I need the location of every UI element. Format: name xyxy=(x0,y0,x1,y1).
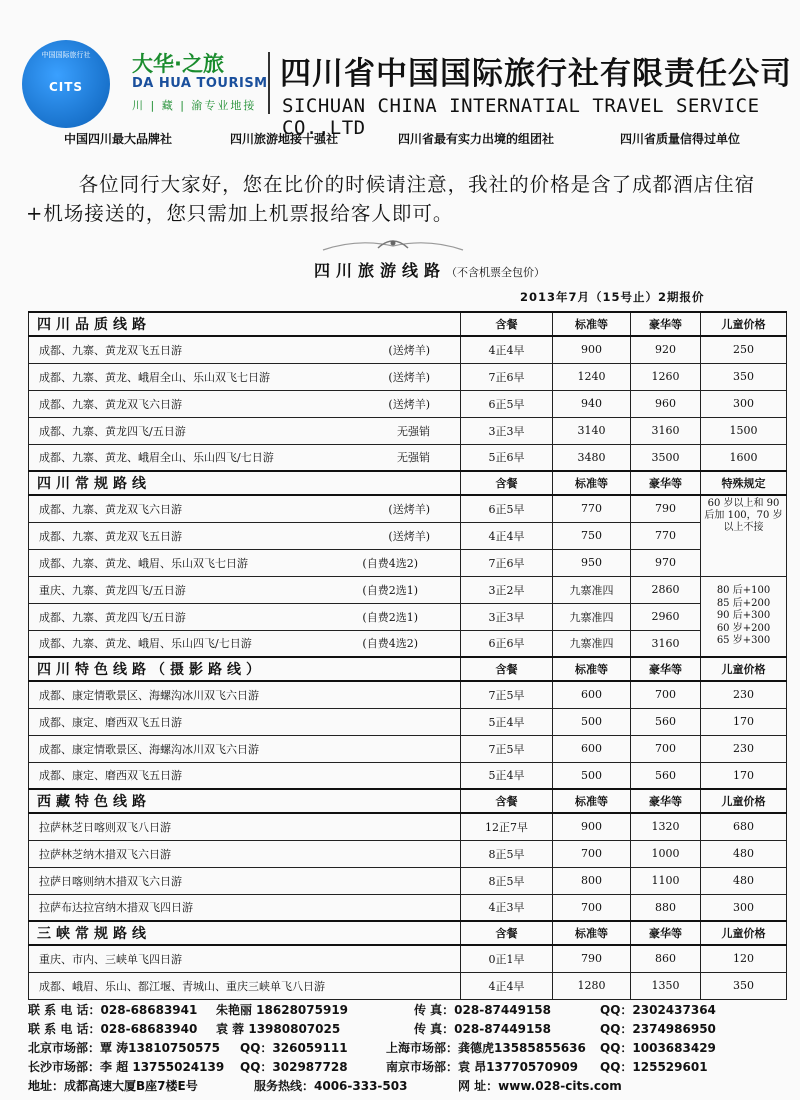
table-row xyxy=(29,894,787,921)
column-header: 标准等 xyxy=(553,921,631,945)
meals-cell: 6正5早 xyxy=(461,390,553,417)
logo-abbr: CITS xyxy=(48,80,84,94)
surcharge-item: 65 岁+300 xyxy=(716,635,771,646)
column-header: 儿童价格 xyxy=(701,789,787,813)
column-header: 豪华等 xyxy=(631,657,701,681)
column-header: 儿童价格 xyxy=(701,657,787,681)
section-header-row xyxy=(29,471,787,495)
child-price-cell: 170 xyxy=(701,762,787,789)
route-cell xyxy=(29,867,461,894)
footer-phone: 联 系 电 话：028-68683940 xyxy=(28,1022,198,1036)
child-price-cell: 120 xyxy=(701,945,787,972)
route-name: 成都、九寨、黄龙、峨眉、乐山四飞/七日游 xyxy=(39,637,252,651)
column-header: 豪华等 xyxy=(631,789,701,813)
footer-website: 网 址：www.028-cits.com xyxy=(458,1079,622,1093)
luxury-price-cell: 2860 xyxy=(631,576,701,603)
table-row xyxy=(29,576,787,603)
quote-period: 2013年7月（15号止）2期报价 xyxy=(520,290,705,304)
surcharge-item: 80 后+100 xyxy=(716,585,771,596)
footer-fax: 传 真：028-87449158 xyxy=(414,1022,552,1036)
route-name: 重庆、九寨、黄龙四飞/五日游 xyxy=(39,583,186,597)
luxury-price-cell: 1100 xyxy=(631,867,701,894)
child-price-cell: 170 xyxy=(701,708,787,735)
luxury-price-cell: 970 xyxy=(631,549,701,576)
table-row xyxy=(29,630,787,657)
standard-price-cell: 1280 xyxy=(553,972,631,999)
brand-cn: 大华·之旅 xyxy=(132,52,224,76)
meals-cell: 6正6早 xyxy=(461,630,553,657)
route-cell xyxy=(29,495,461,522)
route-cell xyxy=(29,840,461,867)
contact-footer xyxy=(28,1001,788,1096)
meals-cell: 5正4早 xyxy=(461,762,553,789)
route-cell xyxy=(29,390,461,417)
table-row xyxy=(29,444,787,471)
page-title xyxy=(314,258,545,281)
surcharge-item: 60 岁+200 xyxy=(716,622,771,634)
column-header: 标准等 xyxy=(553,657,631,681)
route-name: 成都、康定情歌景区、海螺沟冰川双飞六日游 xyxy=(39,688,259,702)
standard-price-cell: 940 xyxy=(553,390,631,417)
table-row xyxy=(29,735,787,762)
standard-price-cell: 3140 xyxy=(553,417,631,444)
footer-qq: QQ：302987728 xyxy=(240,1060,348,1074)
standard-price-cell: 500 xyxy=(553,708,631,735)
table-row xyxy=(29,840,787,867)
section-header-row xyxy=(29,789,787,813)
special-rule-cell: 60 岁以上和 90 后加 100，70 岁以上不接 xyxy=(701,495,787,576)
meals-cell: 7正5早 xyxy=(461,735,553,762)
column-header: 含餐 xyxy=(461,921,553,945)
special-surcharge-cell xyxy=(701,576,787,657)
route-name: 拉萨日喀则纳木措双飞六日游 xyxy=(39,874,182,888)
child-price-cell: 680 xyxy=(701,813,787,840)
route-cell xyxy=(29,630,461,657)
footer-phone: 联 系 电 话：028-68683941 xyxy=(28,1003,198,1017)
luxury-price-cell: 3500 xyxy=(631,444,701,471)
cits-logo xyxy=(22,40,110,128)
table-row xyxy=(29,681,787,708)
footer-market: 北京市场部：覃 涛13810750575 xyxy=(28,1041,221,1055)
section-title: 四川品质线路 xyxy=(29,312,461,336)
footer-qq: QQ：326059111 xyxy=(240,1041,348,1055)
footer-market: 上海市场部：龚德虎13585855636 xyxy=(386,1041,586,1055)
standard-price-cell: 500 xyxy=(553,762,631,789)
standard-price-cell: 700 xyxy=(553,840,631,867)
table-row xyxy=(29,813,787,840)
section-header-row xyxy=(29,657,787,681)
table-row xyxy=(29,708,787,735)
route-cell xyxy=(29,681,461,708)
column-header: 含餐 xyxy=(461,471,553,495)
route-name: 成都、九寨、黄龙、峨眉、乐山双飞七日游 xyxy=(39,556,248,570)
price-table xyxy=(28,311,787,1000)
table-row xyxy=(29,945,787,972)
route-cell xyxy=(29,972,461,999)
route-cell xyxy=(29,549,461,576)
child-price-cell: 230 xyxy=(701,681,787,708)
surcharge-item: 85 后+200 xyxy=(716,597,771,609)
route-cell xyxy=(29,945,461,972)
luxury-price-cell: 1260 xyxy=(631,363,701,390)
meals-cell: 7正6早 xyxy=(461,363,553,390)
child-price-cell: 1600 xyxy=(701,444,787,471)
table-row xyxy=(29,549,787,576)
table-row xyxy=(29,603,787,630)
footer-qq: QQ：2302437364 xyxy=(600,1003,716,1017)
route-note: (自费4选2) xyxy=(362,556,418,570)
footer-row xyxy=(28,1077,788,1096)
footer-contact: 袁 蓉 13980807025 xyxy=(216,1022,341,1036)
route-cell xyxy=(29,894,461,921)
table-row xyxy=(29,390,787,417)
standard-price-cell: 900 xyxy=(553,336,631,363)
column-header: 含餐 xyxy=(461,789,553,813)
route-name: 成都、九寨、黄龙四飞/五日游 xyxy=(39,424,186,438)
child-price-cell: 250 xyxy=(701,336,787,363)
company-name-en: SICHUAN CHINA INTERNATIAL TRAVEL SERVICE CO.,LTD xyxy=(282,95,760,139)
section-header-row xyxy=(29,921,787,945)
table-row xyxy=(29,363,787,390)
route-cell xyxy=(29,417,461,444)
footer-qq: QQ：2374986950 xyxy=(600,1022,716,1036)
table-row xyxy=(29,417,787,444)
route-cell xyxy=(29,363,461,390)
table-row xyxy=(29,972,787,999)
meals-cell: 3正3早 xyxy=(461,417,553,444)
route-name: 成都、峨眉、乐山、都江堰、青城山、重庆三峡单飞八日游 xyxy=(39,979,325,993)
route-name: 成都、九寨、黄龙双飞五日游 xyxy=(39,529,182,543)
logo-ring-text: 中国国际旅行社 xyxy=(41,51,91,59)
standard-price-cell: 950 xyxy=(553,549,631,576)
section-title: 西藏特色线路 xyxy=(29,789,461,813)
standard-price-cell: 900 xyxy=(553,813,631,840)
header-divider xyxy=(268,52,270,114)
luxury-price-cell: 860 xyxy=(631,945,701,972)
child-price-cell: 300 xyxy=(701,894,787,921)
honor-4: 四川省质量信得过单位 xyxy=(620,132,741,146)
route-name: 成都、九寨、黄龙双飞六日游 xyxy=(39,502,182,516)
route-cell xyxy=(29,735,461,762)
route-note: 无强销 xyxy=(397,424,430,438)
table-row xyxy=(29,522,787,549)
route-name: 拉萨布达拉宫纳木措双飞四日游 xyxy=(39,901,193,915)
route-note: (送烤羊) xyxy=(388,397,430,411)
brand-sub: 川 | 藏 | 渝专业地接 xyxy=(132,99,257,112)
child-price-cell: 480 xyxy=(701,867,787,894)
footer-qq: QQ：1003683429 xyxy=(600,1041,716,1055)
column-header: 豪华等 xyxy=(631,471,701,495)
route-cell xyxy=(29,708,461,735)
route-name: 成都、九寨、黄龙双飞六日游 xyxy=(39,397,182,411)
route-name: 成都、九寨、黄龙、峨眉全山、乐山四飞/七日游 xyxy=(39,451,274,465)
meals-cell: 4正4早 xyxy=(461,522,553,549)
route-name: 成都、九寨、黄龙四飞/五日游 xyxy=(39,610,186,624)
route-note: (送烤羊) xyxy=(388,529,430,543)
column-header: 特殊规定 xyxy=(701,471,787,495)
footer-contact: 朱艳丽 18628075919 xyxy=(216,1003,349,1017)
meals-cell: 8正5早 xyxy=(461,840,553,867)
column-header: 含餐 xyxy=(461,312,553,336)
meals-cell: 6正5早 xyxy=(461,495,553,522)
luxury-price-cell: 560 xyxy=(631,708,701,735)
luxury-price-cell: 960 xyxy=(631,390,701,417)
honor-3: 四川省最有实力出境的组团社 xyxy=(398,132,555,146)
meals-cell: 5正6早 xyxy=(461,444,553,471)
ornament-icon xyxy=(318,234,468,256)
brand-en: DA HUA TOURISM xyxy=(132,76,268,91)
route-cell xyxy=(29,336,461,363)
standard-price-cell: 700 xyxy=(553,894,631,921)
child-price-cell: 350 xyxy=(701,363,787,390)
meals-cell: 3正2早 xyxy=(461,576,553,603)
standard-price-cell: 3480 xyxy=(553,444,631,471)
luxury-price-cell: 3160 xyxy=(631,630,701,657)
column-header: 标准等 xyxy=(553,471,631,495)
footer-row xyxy=(28,1001,788,1020)
table-row xyxy=(29,495,787,522)
page-title-text: 四川旅游线路 xyxy=(314,261,447,280)
luxury-price-cell: 790 xyxy=(631,495,701,522)
luxury-price-cell: 2960 xyxy=(631,603,701,630)
child-price-cell: 300 xyxy=(701,390,787,417)
luxury-price-cell: 1000 xyxy=(631,840,701,867)
footer-row xyxy=(28,1039,788,1058)
honor-2: 四川旅游地接十强社 xyxy=(230,132,339,146)
meals-cell: 5正4早 xyxy=(461,708,553,735)
route-note: (送烤羊) xyxy=(388,343,430,357)
standard-price-cell: 790 xyxy=(553,945,631,972)
table-row xyxy=(29,336,787,363)
meals-cell: 4正4早 xyxy=(461,336,553,363)
meals-cell: 8正5早 xyxy=(461,867,553,894)
route-cell xyxy=(29,444,461,471)
route-name: 成都、九寨、黄龙、峨眉全山、乐山双飞七日游 xyxy=(39,370,270,384)
footer-row xyxy=(28,1020,788,1039)
luxury-price-cell: 3160 xyxy=(631,417,701,444)
column-header: 豪华等 xyxy=(631,312,701,336)
section-title: 三峡常规路线 xyxy=(29,921,461,945)
luxury-price-cell: 880 xyxy=(631,894,701,921)
meals-cell: 12正7早 xyxy=(461,813,553,840)
child-price-cell: 480 xyxy=(701,840,787,867)
table-row xyxy=(29,867,787,894)
child-price-cell: 350 xyxy=(701,972,787,999)
route-cell xyxy=(29,603,461,630)
column-header: 豪华等 xyxy=(631,921,701,945)
luxury-price-cell: 1350 xyxy=(631,972,701,999)
route-note: (自费2选1) xyxy=(362,610,418,624)
column-header: 标准等 xyxy=(553,312,631,336)
brand-block xyxy=(132,52,268,113)
standard-price-cell: 750 xyxy=(553,522,631,549)
standard-price-cell: 九寨准四 xyxy=(553,630,631,657)
meals-cell: 7正6早 xyxy=(461,549,553,576)
footer-hotline: 服务热线：4006-333-503 xyxy=(254,1079,408,1093)
route-cell xyxy=(29,762,461,789)
route-note: (自费4选2) xyxy=(362,637,418,651)
meals-cell: 4正3早 xyxy=(461,894,553,921)
standard-price-cell: 770 xyxy=(553,495,631,522)
table-row xyxy=(29,762,787,789)
route-note: (送烤羊) xyxy=(388,502,430,516)
child-price-cell: 230 xyxy=(701,735,787,762)
route-name: 成都、康定情歌景区、海螺沟冰川双飞六日游 xyxy=(39,742,259,756)
standard-price-cell: 600 xyxy=(553,735,631,762)
surcharge-item: 90 后+300 xyxy=(716,610,771,621)
standard-price-cell: 800 xyxy=(553,867,631,894)
standard-price-cell: 600 xyxy=(553,681,631,708)
intro-text: 各位同行大家好，您在比价的时候请注意，我社的价格是含了成都酒店住宿+机场接送的，您只需加上机票报给客人即可。 xyxy=(26,173,756,225)
footer-market: 长沙市场部：李 超 13755024139 xyxy=(28,1060,225,1074)
section-header-row xyxy=(29,312,787,336)
column-header: 儿童价格 xyxy=(701,921,787,945)
column-header: 含餐 xyxy=(461,657,553,681)
route-cell xyxy=(29,576,461,603)
route-cell xyxy=(29,522,461,549)
luxury-price-cell: 700 xyxy=(631,735,701,762)
honor-1: 中国四川最大品牌社 xyxy=(64,132,173,146)
section-title: 四川特色线路（摄影路线） xyxy=(29,657,461,681)
route-note: (送烤羊) xyxy=(388,370,430,384)
meals-cell: 7正5早 xyxy=(461,681,553,708)
footer-qq: QQ：125529601 xyxy=(600,1060,708,1074)
standard-price-cell: 1240 xyxy=(553,363,631,390)
luxury-price-cell: 920 xyxy=(631,336,701,363)
route-name: 拉萨林芝日喀则双飞八日游 xyxy=(39,820,171,834)
route-name: 重庆、市内、三峡单飞四日游 xyxy=(39,952,182,966)
section-title: 四川常规路线 xyxy=(29,471,461,495)
column-header: 儿童价格 xyxy=(701,312,787,336)
route-name: 成都、九寨、黄龙双飞五日游 xyxy=(39,343,182,357)
company-name-cn: 四川省中国国际旅行社有限责任公司 xyxy=(280,56,792,92)
luxury-price-cell: 700 xyxy=(631,681,701,708)
meals-cell: 4正4早 xyxy=(461,972,553,999)
luxury-price-cell: 770 xyxy=(631,522,701,549)
standard-price-cell: 九寨准四 xyxy=(553,603,631,630)
route-note: 无强销 xyxy=(397,451,430,465)
route-note: (自费2选1) xyxy=(362,583,418,597)
footer-row xyxy=(28,1058,788,1077)
route-name: 成都、康定、磨西双飞五日游 xyxy=(39,769,182,783)
column-header: 标准等 xyxy=(553,789,631,813)
meals-cell: 3正3早 xyxy=(461,603,553,630)
footer-address: 地址：成都高速大厦B座7楼E号 xyxy=(28,1079,198,1093)
route-name: 拉萨林芝纳木措双飞六日游 xyxy=(39,847,171,861)
luxury-price-cell: 1320 xyxy=(631,813,701,840)
page-title-note: （不含机票全包价） xyxy=(446,266,546,279)
route-name: 成都、康定、磨西双飞五日游 xyxy=(39,715,182,729)
meals-cell: 0正1早 xyxy=(461,945,553,972)
footer-fax: 传 真：028-87449158 xyxy=(414,1003,552,1017)
route-cell xyxy=(29,813,461,840)
footer-market: 南京市场部：袁 昂13770570909 xyxy=(386,1060,579,1074)
standard-price-cell: 九寨准四 xyxy=(553,576,631,603)
luxury-price-cell: 560 xyxy=(631,762,701,789)
child-price-cell: 1500 xyxy=(701,417,787,444)
